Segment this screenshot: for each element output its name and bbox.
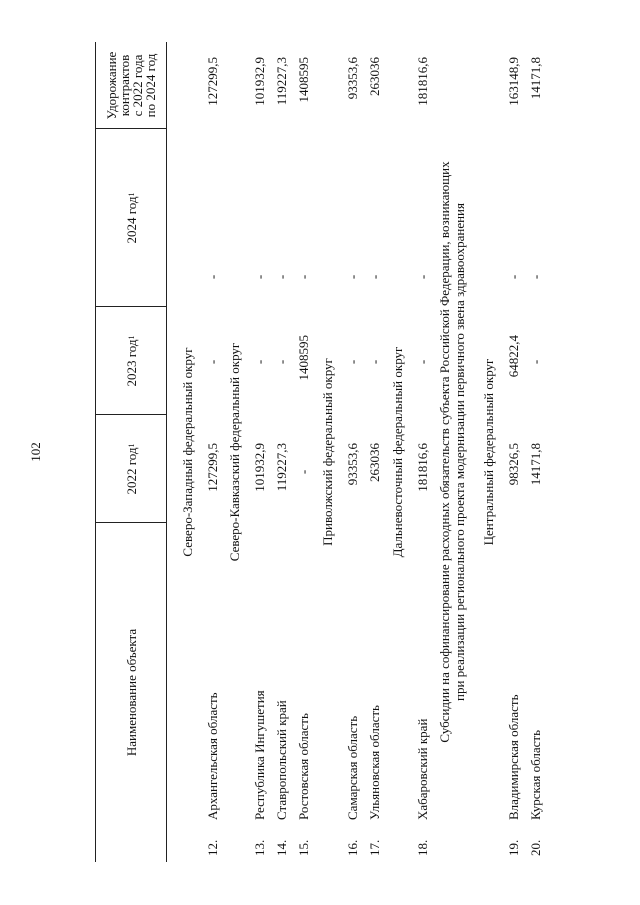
header-2023: 2023 год 1 <box>123 335 139 387</box>
section-volga: Приволжский федеральный округ <box>320 358 335 546</box>
table-row: 12. Архангельская область 127299,5 - - 127299,5 <box>205 57 220 856</box>
table-row: 19. Владимирская область 98326,5 64822,4 - 163148,9 <box>506 57 521 856</box>
header-2022: 2022 год 1 <box>123 443 139 495</box>
header-2024: 2024 год 1 <box>123 192 139 244</box>
table-row: 20. Курская область 14171,8 - - 14171,8 <box>528 57 543 856</box>
table-row: 14. Ставропольский край 119227,3 - - 119227,3 <box>274 57 289 856</box>
rotated-table <box>95 42 635 862</box>
section-north-caucasus: Северо-Кавказский федеральный округ <box>227 342 242 562</box>
header-total: Удорожание контрактов с 2022 года по 2024 год <box>104 51 158 120</box>
table-row: 13. Республика Ингушетия 101932,9 - - 101932,9 <box>252 57 267 856</box>
table-row: 17. Ульяновская область 263036 - - 263036 <box>367 57 382 856</box>
table-row: 16. Самарская область 93353,6 - - 93353,6 <box>345 57 360 856</box>
section-far-east: Дальневосточный федеральный округ <box>390 346 405 558</box>
page-number: 102 <box>28 442 43 462</box>
table-row: 15. Ростовская область - 1408595 - 1408595 <box>296 57 311 856</box>
header-name: Наименование объекта <box>123 628 139 757</box>
section-north-west: Северо-Западный федеральный округ <box>180 347 195 557</box>
subsidy-heading-line2: при реализации регионального проекта модернизации первичного звена здравоохранения <box>452 203 467 701</box>
table-header <box>95 42 167 862</box>
table-row: 18. Хабаровский край 181816,6 - - 181816,6 <box>415 57 430 856</box>
section-central: Центральный федеральный округ <box>481 358 496 546</box>
subsidy-heading-line1: Субсидии на софинансирование расходных обязательств субъекта Российской Федерации, возникающих <box>437 161 452 743</box>
